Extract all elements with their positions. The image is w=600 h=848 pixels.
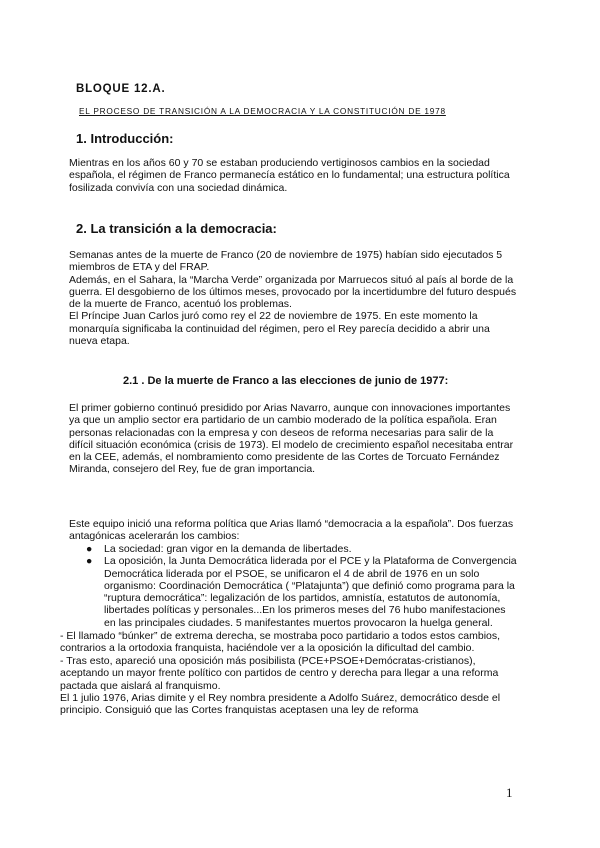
section-2-1-paragraph-2: Este equipo inició una reforma política que Arias llamó “democracia a la española”. Dos fuerzas antagónicas acelerarán los cambios:	[69, 518, 514, 543]
section-2-1-heading: 2.1 . De la muerte de Franco a las elecciones de junio de 1977:	[123, 375, 449, 387]
section-2-1-paragraph: El primer gobierno continuó presidido por Arias Navarro, aunque con innovaciones importantes ya que un amplio sector era partidario de un cambio moderado de la política española. Eran personas relacionadas con la empresa y con deseos de reforma necesarias para salir de la difícil situación económica (crisis de 1973). El modelo de crecimiento español necesitaba entrar en la CEE, además, el nombramiento como presidente de las Cortes de Torcuato Fernández Miranda, consejero del Rey, fue de gran importancia.	[69, 402, 514, 476]
list-item	[86, 543, 518, 555]
dash-paragraph: El 1 julio 1976, Arias dimite y el Rey nombra presidente a Adolfo Suárez, democrático desde el principio. Consiguió que las Cortes franquistas aceptasen una ley de reforma	[60, 692, 501, 717]
bullet-icon: ●	[86, 555, 93, 568]
list-item	[86, 555, 518, 629]
section-1-paragraph: Mientras en los años 60 y 70 se estaban produciendo vertiginosos cambios en la sociedad española, el régimen de Franco permanecía estático en lo fundamental; una estructura política fosilizada convivía con una sociedad dinámica.	[69, 157, 510, 194]
section-2-body	[69, 249, 519, 347]
closing-paragraphs	[60, 630, 520, 717]
block-heading: BLOQUE 12.A.	[76, 83, 166, 95]
dash-paragraph: - El llamado “búnker” de extrema derecha, se mostraba poco partidario a todos estos cambios, contrarios a la ortodoxia franquista, haciéndole ver a la oposición la dificultad del cambio.	[60, 630, 501, 655]
bullet-icon: ●	[86, 543, 93, 555]
list-item-text: La oposición, la Junta Democrática liderada por el PCE y la Plataforma de Convergencia Democrática liderada por el PSOE, se unificaron el 4 de abril de 1976 en un solo organismo: Coordinación Democrática ( “Platajunta”) que definió como programa para la “ruptura democrática”: legalización de los partidos, amnistía, estatutos de autonomía, libertades políticas y personales...En los primeros meses del 76 hubo manifestaciones en las principales ciudades. 5 manifestantes muertos provocaron la huelga general.	[104, 555, 517, 629]
page-number: 1	[506, 785, 513, 800]
section-2-paragraph: Además, en el Sahara, la “Marcha Verde” organizada por Marruecos situó al país al borde de la guerra. El desgobierno de los últimos meses, provocado por la incertidumbre del futuro después de la muerte de Franco, acentuó los problemas.	[69, 273, 517, 311]
section-1-heading: 1. Introducción:	[76, 131, 174, 146]
section-2-paragraph: El Príncipe Juan Carlos juró como rey el 22 de noviembre de 1975. En este momento la monarquía significaba la continuidad del régimen, pero el Rey parecía decidido a abrir una nueva etapa.	[69, 310, 490, 348]
document-subtitle: EL PROCESO DE TRANSICIÓN A LA DEMOCRACIA Y LA CONSTITUCIÓN DE 1978	[79, 106, 446, 116]
bullet-list	[86, 543, 518, 629]
section-2-paragraph: Semanas antes de la muerte de Franco (20 de noviembre de 1975) habían sido ejecutados 5 miembros de ETA y del FRAP.	[69, 249, 503, 274]
section-2-heading: 2. La transición a la democracia:	[76, 221, 277, 236]
dash-paragraph: - Tras esto, apareció una oposición más posibilista (PCE+PSOE+Demócratas-cristianos), aceptando un mayor frente político con partidos de centro y derecha para llegar a una reforma pactada que aislará al franquismo.	[60, 654, 499, 692]
list-item-text: La sociedad: gran vigor en la demanda de libertades.	[104, 543, 352, 555]
